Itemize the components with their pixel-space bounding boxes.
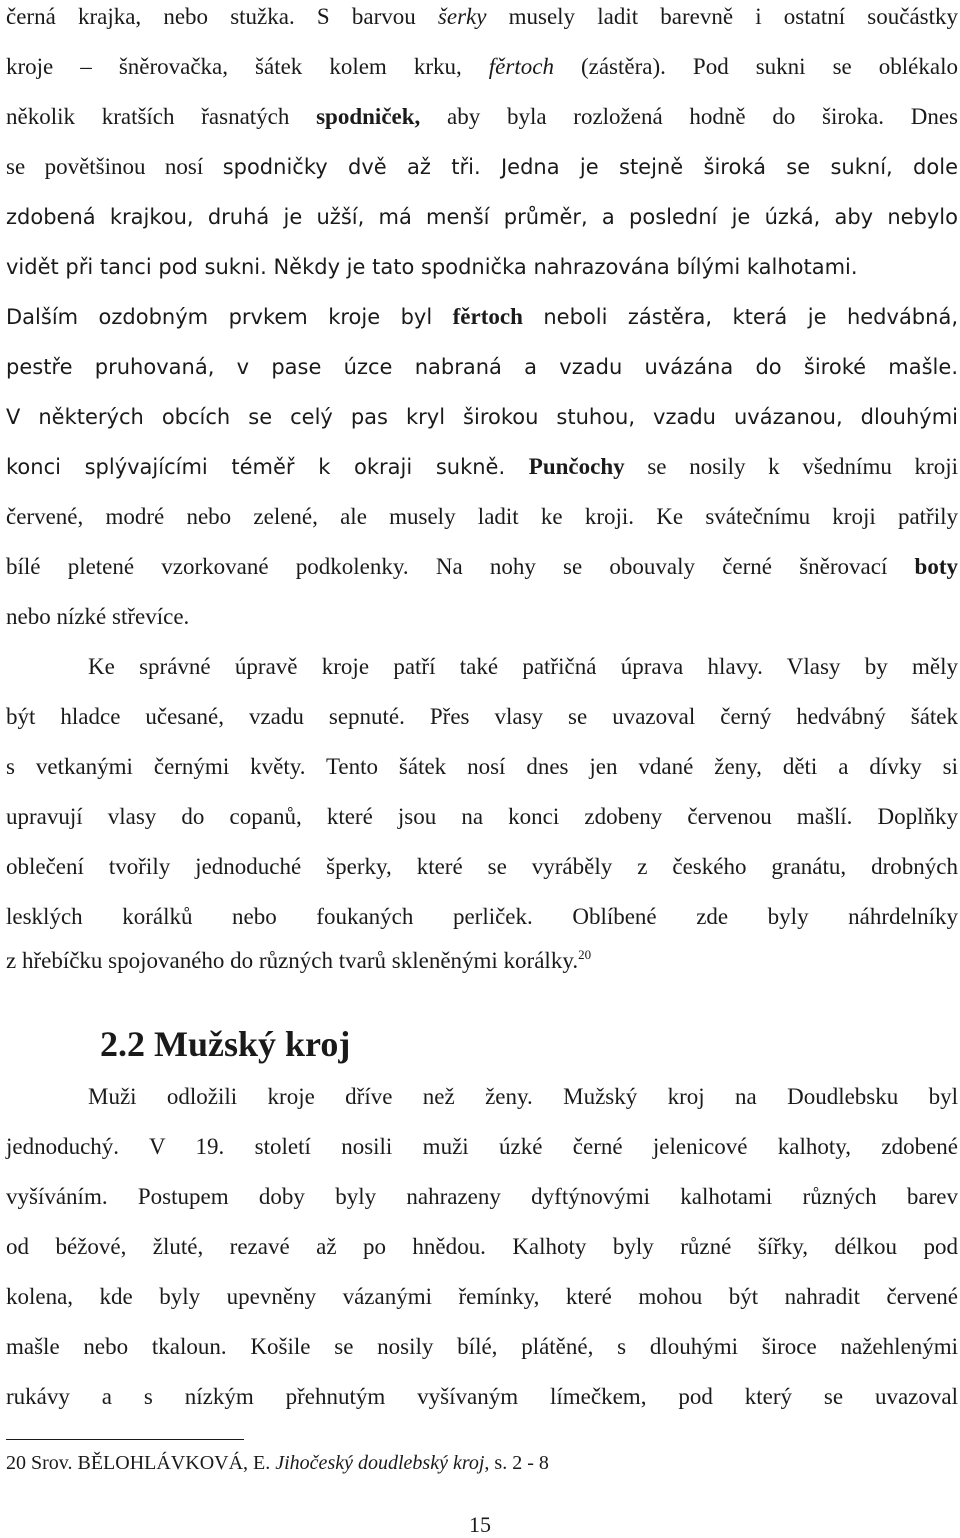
- text-line: upravují vlasy do copanů, které jsou na konci zdobeny červenou mašlí. Doplňky: [6, 804, 958, 829]
- italic-term: šerky: [437, 4, 487, 29]
- text-run: konci splývajícími téměř k okraji sukně.: [6, 455, 529, 479]
- text-line: nebo nízké střevíce.: [6, 604, 190, 629]
- text-line: [6, 302, 958, 332]
- text-run: několik kratších řasnatých: [6, 104, 317, 129]
- text-line: rukávy a s nízkým přehnutým vyšívaným límečkem, pod který se uvazoval: [6, 1384, 958, 1409]
- footnote-divider: [6, 1439, 244, 1440]
- text-run: Dalším ozdobným prvkem kroje byl: [6, 305, 453, 329]
- text-run: z hřebíčku spojovaného do různých tvarů skleněnými korálky.: [6, 948, 579, 973]
- text-run: neboli zástěra, která je hedvábná,: [522, 305, 958, 329]
- text-run: se povětšinou nosí: [6, 154, 223, 179]
- text-run: se nosily k všednímu kroji: [624, 454, 958, 479]
- footnote: [6, 1450, 549, 1476]
- text-run: , s. 2 - 8: [484, 1452, 549, 1474]
- text-line: kolena, kde byly upevněny vázanými řemínky, které mohou být nahradit červené: [6, 1284, 958, 1309]
- section-heading: 2.2 Mužský kroj: [100, 1024, 351, 1064]
- text-line: zdobená krajkou, druhá je užší, má menší průměr, a poslední je úzká, aby nebylo: [6, 205, 958, 229]
- footnote-ref[interactable]: 20: [578, 947, 592, 962]
- text-line: [6, 152, 958, 182]
- text-run: Srov. BĚLOHLÁVKOVÁ, E.: [26, 1452, 276, 1474]
- text-line: červené, modré nebo zelené, ale musely ladit ke kroji. Ke svátečnímu kroji patřily: [6, 504, 958, 529]
- text-line: vidět při tanci pod sukni. Někdy je tato spodnička nahrazována bílými kalhotami.: [6, 255, 858, 279]
- text-line: Muži odložili kroje dříve než ženy. Mužský kroj na Doudlebsku byl: [88, 1084, 958, 1109]
- text-line: lesklých korálků nebo foukaných perliček. Oblíbené zde byly náhrdelníky: [6, 904, 958, 929]
- text-line: mašle nebo tkaloun. Košile se nosily bílé, plátěné, s dlouhými široce nažehlenými: [6, 1334, 958, 1359]
- italic-term: fěrtoch: [488, 54, 554, 79]
- text-run: bílé pletené vzorkované podkolenky. Na nohy se obouvaly černé šněrovací: [6, 554, 915, 579]
- text-line: jednoduchý. V 19. století nosili muži úzké černé jelenicové kalhoty, zdobené: [6, 1134, 958, 1159]
- text-run: (zástěra). Pod sukni se oblékalo: [553, 54, 958, 79]
- text-line: Ke správné úpravě kroje patří také patřičná úprava hlavy. Vlasy by měly: [88, 654, 958, 679]
- text-line: [6, 102, 958, 132]
- text-line: vyšíváním. Postupem doby byly nahrazeny dyftýnovými kalhotami různých barev: [6, 1184, 958, 1209]
- text-run: aby byla rozložená hodně do široka. Dnes: [420, 104, 958, 129]
- footnote-title: Jihočeský doudlebský kroj: [275, 1452, 485, 1474]
- text-run: černá krajka, nebo stužka. S barvou: [6, 4, 438, 29]
- text-line: [6, 452, 958, 482]
- text-line: pestře pruhovaná, v pase úzce nabraná a vzadu uvázána do široké mašle.: [6, 355, 958, 379]
- text-run: kroje – šněrovačka, šátek kolem krku,: [6, 54, 489, 79]
- text-line: od béžové, žluté, rezavé až po hnědou. Kalhoty byly různé šířky, délkou pod: [6, 1234, 958, 1259]
- text-line: [6, 552, 958, 582]
- text-line: s vetkanými černými květy. Tento šátek nosí dnes jen vdané ženy, děti a dívky si: [6, 754, 958, 779]
- text-run: musely ladit barevně i ostatní součástky: [486, 4, 958, 29]
- bold-term: fěrtoch: [452, 304, 523, 329]
- text-line: [6, 52, 958, 82]
- text-line: oblečení tvořily jednoduché šperky, které se vyráběly z českého granátu, drobných: [6, 854, 958, 879]
- bold-term: spodniček,: [316, 104, 421, 129]
- text-line: být hladce učesané, vzadu sepnuté. Přes vlasy se uvazoval černý hedvábný šátek: [6, 704, 958, 729]
- text-line: [6, 946, 958, 976]
- page-number: 15: [469, 1512, 491, 1537]
- footnote-number: 20: [6, 1452, 26, 1474]
- text-line: [6, 2, 958, 32]
- text-line: V některých obcích se celý pas kryl širokou stuhou, vzadu uvázanou, dlouhými: [6, 405, 958, 429]
- bold-term: Punčochy: [528, 454, 625, 479]
- text-run: spodničky dvě až tři. Jedna je stejně široká se sukní, dole: [222, 155, 958, 179]
- bold-term: boty: [914, 554, 958, 579]
